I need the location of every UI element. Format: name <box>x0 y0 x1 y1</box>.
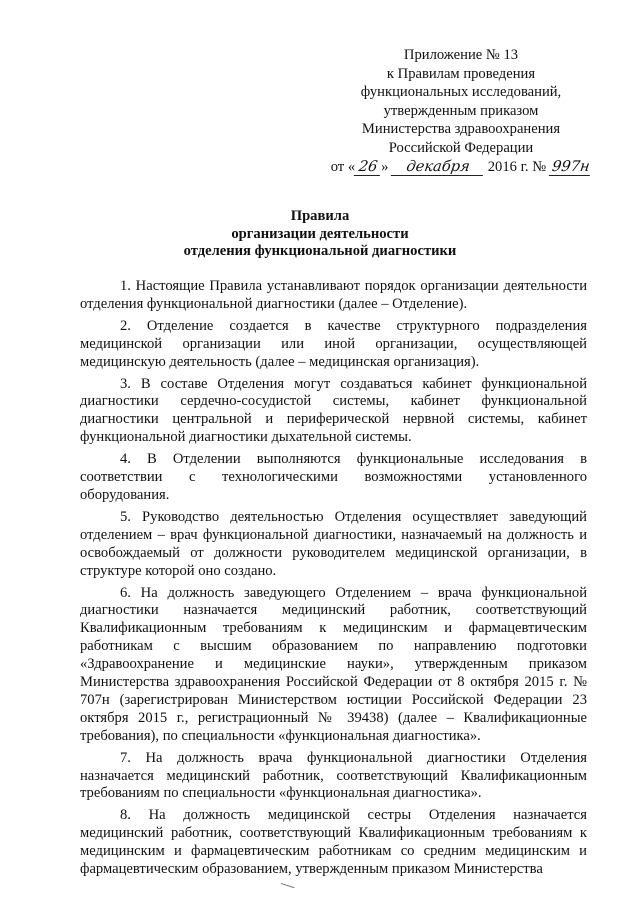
handwritten-month: декабря <box>391 159 485 176</box>
order-date-line <box>312 158 610 177</box>
annex-line: Приложение № 13 <box>403 47 519 63</box>
annex-line: утвержденным приказом <box>383 102 539 119</box>
paragraph-5: 5. Руководство деятельностью Отделения осуществляет заведующий отделением – врач функциональной диагностики, назначаемый на должность и освобождаемый от должности руководителем медицинской организации, в структуре которой оно создано. <box>80 508 587 579</box>
title-line: Правила <box>290 208 350 224</box>
annex-header <box>312 46 610 176</box>
handwritten-day: 26 <box>354 159 382 176</box>
paragraph-7: 7. На должность врача функциональной диагностики Отделения назначается медицинский работник, соответствующий Квалификационным требованиям по специальности «функциональная диагностика». <box>80 749 587 802</box>
paragraph-3: 3. В составе Отделения могут создаваться кабинет функциональной диагностики сердечно-сосудистой системы, кабинет функциональной диагностики центральной и периферической нервной системы, кабинет функциональной диагностики дыхательной системы. <box>80 375 587 446</box>
paragraph-6: 6. На должность заведующего Отделением – врача функциональной диагностики назначается медицинский работник, соответствующий Квалификационным требованиям к медицинским и фармацевтическим работникам с высшим образованием по направлению подготовки «Здравоохранение и медицинские науки», утвержденным приказом Министерства здравоохранения Российской Федерации от 8 октября 2015 г. № 707н (зарегистрирован Министерством юстиции Российской Федерации 23 октября 2015 г., регистрационный № 39438) (далее – Квалификационные требования), по специальности «функциональная диагностика». <box>80 584 587 744</box>
annex-line: к Правилам проведения <box>386 65 536 82</box>
paragraph-1: 1. Настоящие Правила устанавливают порядок организации деятельности отделения функциональной диагностики (далее – Отделение). <box>80 278 587 312</box>
scan-mark <box>280 883 295 892</box>
date-mid: » <box>381 158 389 175</box>
date-prefix: от « <box>330 158 356 175</box>
annex-line: Российской Федерации <box>388 139 534 156</box>
paragraph-8: 8. На должность медицинской сестры Отделения назначается медицинский работник, соответствующий Квалификационным требованиям к медицинским и фармацевтическим работникам со средним медицинским и фармацевтическим образованием, утвержденным приказом Министерства <box>80 807 587 878</box>
date-year: 2016 г. № <box>487 158 547 175</box>
paragraph-2: 2. Отделение создается в качестве структурного подразделения медицинской организации или иной организации, осуществляющей медицинскую деятельность (далее – медицинская организация). <box>80 317 587 370</box>
annex-line: Министерства здравоохранения <box>361 121 561 138</box>
title-line: отделения функциональной диагностики <box>183 243 457 260</box>
handwritten-order-number: 997н <box>549 159 593 176</box>
document-body <box>80 278 587 883</box>
title-line: организации деятельности <box>231 225 409 242</box>
annex-line: функциональных исследований, <box>360 84 562 101</box>
paragraph-4: 4. В Отделении выполняются функциональные исследования в соответствии с технологическими возможностями установленного оборудования. <box>80 451 587 503</box>
document-title <box>0 208 640 261</box>
